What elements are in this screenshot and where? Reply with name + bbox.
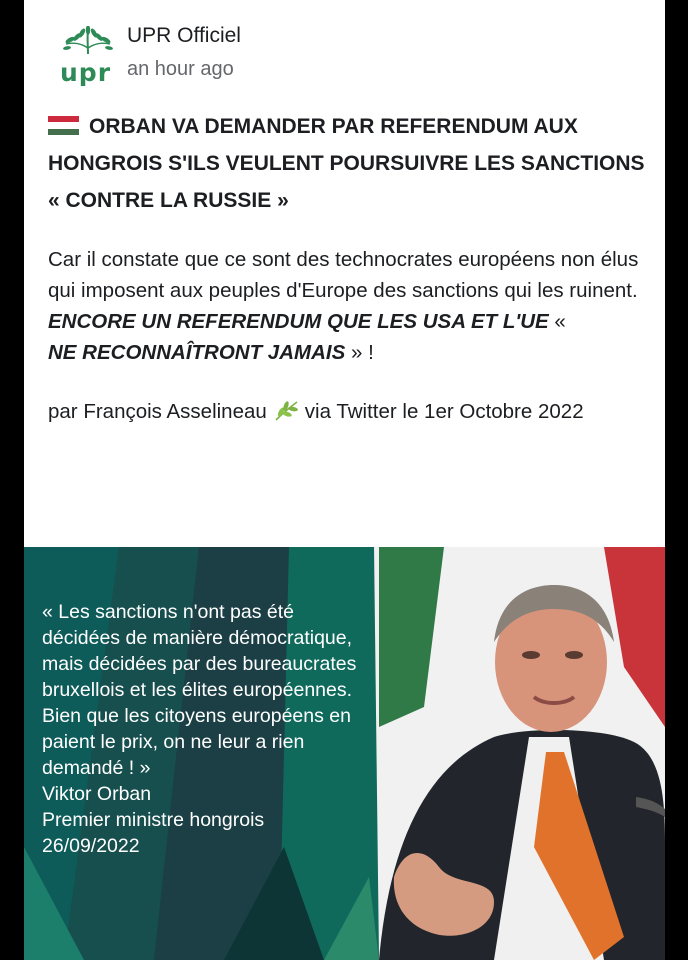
byline-suffix: via Twitter le 1er Octobre 2022 [304, 400, 584, 423]
olive-branch-icon [60, 26, 116, 56]
post-card [24, 0, 665, 960]
post-header [24, 18, 665, 88]
emphasis-text: ENCORE UN REFERENDUM QUE LES USA ET L'UE [48, 310, 549, 333]
page-avatar[interactable] [58, 26, 118, 86]
logo-text: upr [60, 58, 112, 87]
post-body [48, 244, 648, 368]
post-headline [48, 108, 648, 219]
byline-prefix: par François Asselineau [48, 400, 267, 423]
body-text: Car il constate que ce sont des technocrates européens non élus qui imposent aux peuples d'Europe des sanctions qui les ruinent. [48, 248, 639, 302]
quote-author: Viktor Orban [42, 783, 152, 805]
quote-date: 26/09/2022 [42, 835, 140, 857]
post-text [48, 108, 648, 434]
quote-author-title: Premier ministre hongrois [42, 809, 265, 831]
emphasis-open-quote: « [554, 310, 566, 333]
hungary-flag-icon [48, 116, 79, 135]
quote-line: Bien que les citoyens européens en paient le prix, on ne leur a rien demandé ! » [42, 705, 351, 779]
post-byline [48, 394, 648, 434]
post-image[interactable] [24, 547, 665, 960]
emphasis-close-quote: » ! [350, 341, 374, 364]
quote-line: « Les sanctions n'ont pas été décidées de manière démocratique, mais décidées par des bureaucrates bruxellois et les élites européennes. [42, 601, 357, 701]
page-name[interactable]: UPR Officiel [127, 24, 241, 47]
post-timestamp[interactable]: an hour ago [127, 58, 234, 80]
quote-block [42, 599, 377, 859]
olive-branch-icon [273, 398, 299, 434]
headline-text: ORBAN VA DEMANDER PAR REFERENDUM AUX HONGROIS S'ILS VEULENT POURSUIVRE LES SANCTIONS « CONTRE LA RUSSIE » [48, 115, 645, 212]
emphasis-second-text: NE RECONNAÎTRONT JAMAIS [48, 341, 346, 364]
